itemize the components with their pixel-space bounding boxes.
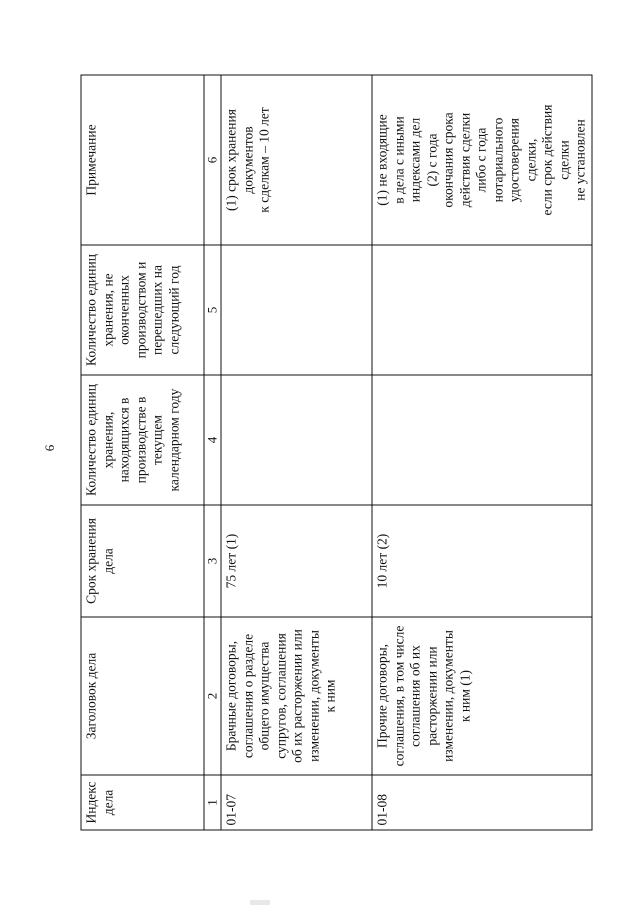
case-index: 01-07 — [221, 775, 372, 830]
case-title: Брачные договоры, соглашения о разделе общего имущества супругов, соглашения об их расторжении или изменении, документы к ним — [221, 617, 372, 775]
header-count-current: Количество единиц хранения, находящихся в производстве в текущем календарном году — [81, 375, 204, 505]
column-number: 6 — [204, 75, 221, 245]
scan-artifact — [250, 900, 270, 905]
case-note: (1) срок хранения документов к сделкам – 10 лет — [221, 75, 372, 245]
header-note: Примечание — [81, 75, 204, 245]
count-current-year — [221, 375, 372, 505]
nomenclature-table-wrapper — [80, 75, 587, 830]
retention-period: 75 лет (1) — [221, 505, 372, 617]
column-number: 2 — [204, 617, 221, 775]
column-number-row — [204, 75, 221, 830]
case-index: 01-08 — [372, 775, 592, 830]
case-note: (1) не входящие в дела с иными индексами дел (2) с года окончания срока действия сделки либо с года нотариального удостоверения сделки, если срок действия сделки не установлен — [372, 75, 592, 245]
count-next-year — [372, 245, 592, 375]
header-title: Заголовок дела — [81, 617, 204, 775]
column-number: 1 — [204, 775, 221, 830]
case-title: Прочие договоры, соглашения, в том числе соглашения об их расторжении или изменении, документы к ним (1) — [372, 617, 592, 775]
count-current-year — [372, 375, 592, 505]
table-row — [221, 75, 372, 830]
header-count-next: Количество единиц хранения, не оконченных производством и перешедших на следующий год — [81, 245, 204, 375]
header-index: Индекс дела — [81, 775, 204, 830]
header-retention: Срок хранения дела — [81, 505, 204, 617]
count-next-year — [221, 245, 372, 375]
page-number: 6 — [42, 444, 57, 452]
column-number: 5 — [204, 245, 221, 375]
retention-period: 10 лет (2) — [372, 505, 592, 617]
rotated-page-area — [80, 75, 587, 830]
table-row — [372, 75, 592, 830]
column-number: 4 — [204, 375, 221, 505]
column-number: 3 — [204, 505, 221, 617]
header-row — [81, 75, 204, 830]
nomenclature-table — [80, 74, 592, 830]
